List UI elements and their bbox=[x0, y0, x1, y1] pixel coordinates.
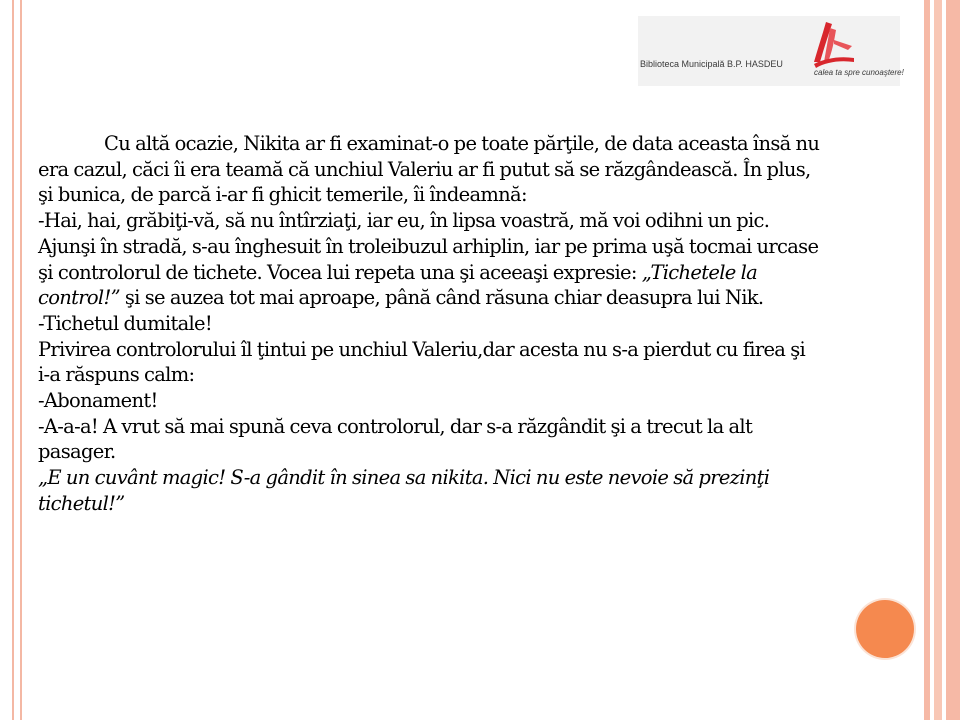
story-text bbox=[38, 131, 938, 517]
text-line bbox=[38, 260, 938, 286]
left-border-line-inner bbox=[20, 0, 22, 720]
text-line: -Tichetul dumitale! bbox=[38, 311, 213, 335]
logo-library-name: Biblioteca Municipală B.P. HASDEU bbox=[640, 59, 783, 69]
text-line: i-a răspuns calm: bbox=[38, 363, 195, 387]
text-line: -A-a-a! A vrut să mai spună ceva controlorul, dar s-a răzgândit şi a trecut la alt bbox=[38, 414, 753, 438]
text-line: -Abonament! bbox=[38, 389, 158, 413]
italic-quote-line: tichetul!” bbox=[38, 491, 125, 515]
text-line: şi bunica, de parcă i-ar fi ghicit temerile, îi îndeamnă: bbox=[38, 183, 527, 207]
text-line: -Hai, hai, grăbiţi-vă, să nu întîrziaţi, iar eu, în lipsa voastră, mă voi odihni un pic. bbox=[38, 209, 770, 233]
italic-quote: control!” bbox=[38, 286, 120, 310]
text-line: era cazul, căci îi era teamă că unchiul Valeriu ar fi putut să se răzgândească. În plus, bbox=[38, 157, 811, 181]
logo-slogan: calea ta spre cunoaştere! bbox=[814, 68, 904, 77]
text-line: Cu altă ocazie, Nikita ar fi examinat-o pe toate părţile, de data aceasta însă nu bbox=[104, 132, 820, 155]
italic-quote-line: „E un cuvânt magic! S-a gândit în sinea sa nikita. Nici nu este nevoie să prezinţi bbox=[38, 466, 770, 490]
text-line: Privirea controlorului îl ţintui pe unchiul Valeriu,dar acesta nu s-a pierdut cu firea şi bbox=[38, 337, 806, 361]
orange-circle-decoration bbox=[856, 600, 914, 658]
italic-quote: „Tichetele la bbox=[641, 260, 758, 284]
text-line bbox=[38, 285, 938, 311]
text-segment: şi se auzea tot mai aproape, până când răsuna chiar deasupra lui Nik. bbox=[119, 286, 764, 310]
library-logo bbox=[638, 16, 904, 86]
text-line: Ajunşi în stradă, s-au înghesuit în troleibuzul arhiplin, iar pe prima uşă tocmai urcase bbox=[38, 234, 819, 258]
text-line: pasager. bbox=[38, 440, 116, 464]
text-segment: şi controlorul de tichete. Vocea lui repeta una şi aceeaşi expresie: bbox=[38, 260, 642, 284]
